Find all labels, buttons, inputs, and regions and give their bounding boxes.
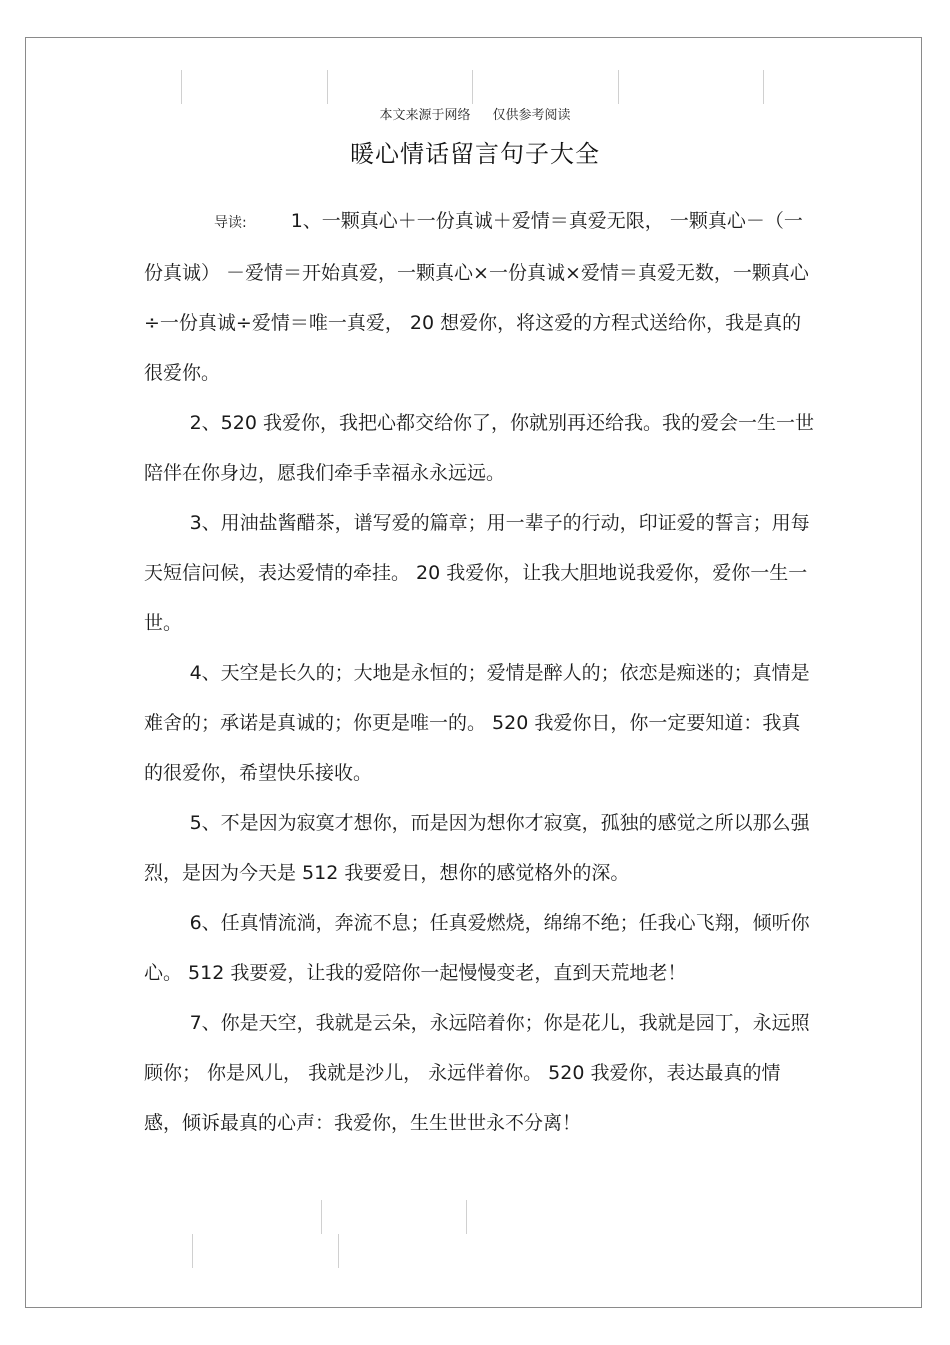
- source-note: 本文来源于网络: [379, 108, 471, 123]
- reference-note: 仅供参考阅读: [492, 108, 571, 123]
- scan-mark: [466, 1200, 467, 1234]
- lead-label: 导读:: [214, 215, 247, 231]
- paragraph: 2、520 我爱你，我把心都交给你了，你就别再还给我。我的爱会一生一世陪伴在你身边，愿我们牵手幸福永永远远。: [144, 412, 814, 484]
- scan-mark: [618, 70, 619, 104]
- scan-mark: [338, 1234, 339, 1268]
- paragraph: 3、用油盐酱醋茶，谱写爱的篇章；用一辈子的行动，印证爱的誓言；用每天短信问候，表达爱情的牵挂。 20 我爱你，让我大胆地说我爱你，爱你一生一世。: [144, 512, 810, 634]
- paragraph: 5、不是因为寂寞才想你，而是因为想你才寂寞，孤独的感觉之所以那么强烈，是因为今天是 512 我要爱日，想你的感觉格外的深。: [144, 812, 810, 884]
- header-note: [0, 104, 950, 123]
- intro-paragraph: [144, 196, 814, 398]
- intro-text: 1、一颗真心＋一份真诚＋爱情＝真爱无限， 一颗真心－（一份真诚） －爱情＝开始真爱，一颗真心×一份真诚×爱情＝真爱无数，一颗真心÷一份真诚÷爱情＝唯一真爱， 20 想爱你，将这爱的方程式送给你，我是真的很爱你。: [144, 210, 809, 384]
- scan-mark: [192, 1234, 193, 1268]
- scan-mark: [327, 70, 328, 104]
- scan-mark: [321, 1200, 322, 1234]
- paragraph: 6、任真情流淌，奔流不息；任真爱燃烧，绵绵不绝；任我心飞翔，倾听你心。 512 我要爱，让我的爱陪你一起慢慢变老，直到天荒地老！: [144, 912, 810, 984]
- paragraph: 7、你是天空，我就是云朵，永远陪着你；你是花儿，我就是园丁，永远照顾你； 你是风儿， 我就是沙儿， 永远伴着你。 520 我爱你，表达最真的情感，倾诉最真的心声：我爱你，生生世世永不分离！: [144, 1012, 810, 1134]
- document-body: [144, 196, 814, 1148]
- scan-mark: [763, 70, 764, 104]
- paragraph: 4、天空是长久的；大地是永恒的；爱情是醉人的；依恋是痴迷的；真情是难舍的；承诺是真诚的；你更是唯一的。 520 我爱你日，你一定要知道：我真的很爱你，希望快乐接收。: [144, 662, 810, 784]
- scan-mark: [181, 70, 182, 104]
- scan-mark: [472, 70, 473, 104]
- document-title: 暖心情话留言句子大全: [350, 140, 600, 168]
